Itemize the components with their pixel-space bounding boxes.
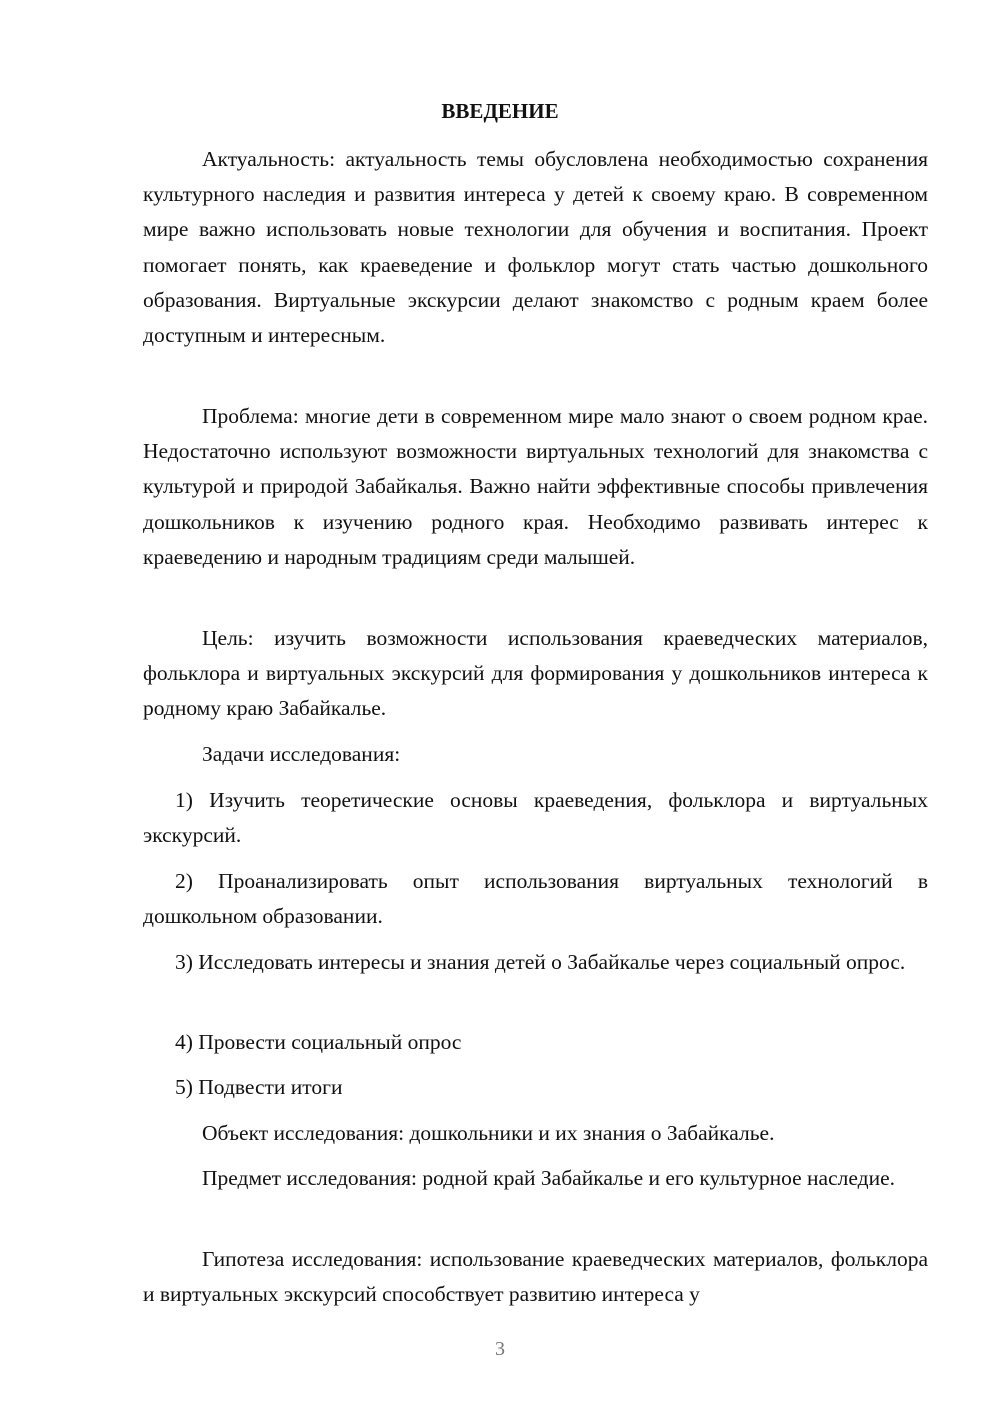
task-item-5: 5) Подвести итоги xyxy=(175,1075,343,1099)
paragraph-hypothesis: Гипотеза исследования: использование краеведческих материалов, фольклора и виртуальных экскурсий способствует развитию интереса у xyxy=(143,1247,928,1307)
paragraph-goal: Цель: изучить возможности использования краеведческих материалов, фольклора и виртуальных экскурсий для формирования у дошкольников интереса к родному краю Забайкалье. xyxy=(143,626,928,721)
paragraph-relevance: Актуальность: актуальность темы обусловлена необходимостью сохранения культурного наследия и развития интереса у детей к своему краю. В современном мире важно использовать новые технологии для обучения и воспитания. Проект помогает понять, как краеведение и фольклор могут стать частью дошкольного образования. Виртуальные экскурсии делают знакомство с родным краем более доступным и интересным. xyxy=(143,147,928,348)
paragraph-problem: Проблема: многие дети в современном мире мало знают о своем родном крае. Недостаточно используют возможности виртуальных технологий для знакомства с культурой и природой Забайкалья. Важно найти эффективные способы привлечения дошкольников к изучению родного края. Необходимо развивать интерес к краеведению и народным традициям среди малышей. xyxy=(143,404,928,569)
task-item-1: 1) Изучить теоретические основы краеведения, фольклора и виртуальных экскурсий. xyxy=(143,788,928,848)
page-number: 3 xyxy=(495,1338,505,1360)
tasks-heading: Задачи исследования: xyxy=(202,742,401,766)
paragraph-object: Объект исследования: дошкольники и их знания о Забайкалье. xyxy=(202,1121,775,1145)
paragraph-subject: Предмет исследования: родной край Забайкалье и его культурное наследие. xyxy=(202,1166,895,1190)
task-item-3: 3) Исследовать интересы и знания детей о Забайкалье через социальный опрос. xyxy=(175,950,906,974)
task-item-2: 2) Проанализировать опыт использования виртуальных технологий в дошкольном образовании. xyxy=(143,869,928,929)
page-title: ВВЕДЕНИЕ xyxy=(441,99,559,123)
task-item-4: 4) Провести социальный опрос xyxy=(175,1030,462,1054)
